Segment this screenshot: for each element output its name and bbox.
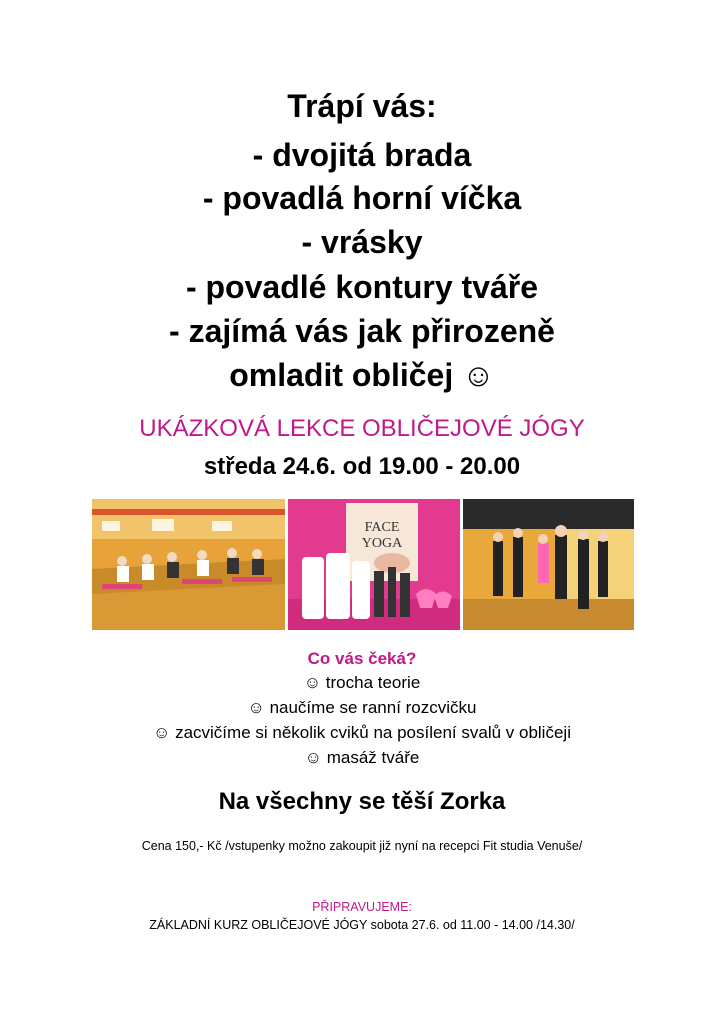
photo-group-exercise [92, 499, 285, 630]
expect-item-1: ☺ trocha teorie [303, 673, 421, 692]
photo-studio-group [463, 499, 634, 630]
expect-title: Co vás čeká? [307, 649, 417, 668]
heading-line-4: - vrásky [301, 224, 423, 260]
event-title: UKÁZKOVÁ LEKCE OBLIČEJOVÉ JÓGY [139, 415, 585, 442]
expect-item-4: ☺ masáž tváře [304, 748, 420, 767]
instructor-line: Na všechny se těší Zorka [218, 788, 506, 815]
expect-item-2: ☺ naučíme se ranní rozcvičku [247, 698, 477, 717]
expect-item-3: ☺ zacvičíme si několik cviků na posílení svalů v obličeji [153, 723, 571, 742]
event-datetime: středa 24.6. od 19.00 - 20.00 [203, 453, 521, 480]
heading-line-6: - zajímá vás jak přirozeně [169, 313, 555, 349]
price-line: Cena 150,- Kč /vstupenky možno zakoupit již nyní na recepci Fit studia Venuše/ [141, 839, 583, 853]
product-sign-yoga: YOGA [361, 536, 403, 551]
upcoming-label: PŘIPRAVUJEME: [312, 900, 412, 914]
heading-line-5: - povadlé kontury tváře [185, 269, 539, 305]
heading-line-2: - dvojitá brada [252, 137, 472, 173]
heading-line-7: omladit obličej ☺ [229, 357, 495, 393]
photo-face-yoga-products [288, 499, 460, 630]
product-sign-face: FACE [364, 520, 400, 535]
upcoming-course: ZÁKLADNÍ KURZ OBLIČEJOVÉ JÓGY sobota 27.6. od 11.00 - 14.00 /14.30/ [149, 918, 575, 932]
heading-line-1: Trápí vás: [287, 88, 437, 124]
heading-line-3: - povadlá horní víčka [202, 180, 522, 216]
